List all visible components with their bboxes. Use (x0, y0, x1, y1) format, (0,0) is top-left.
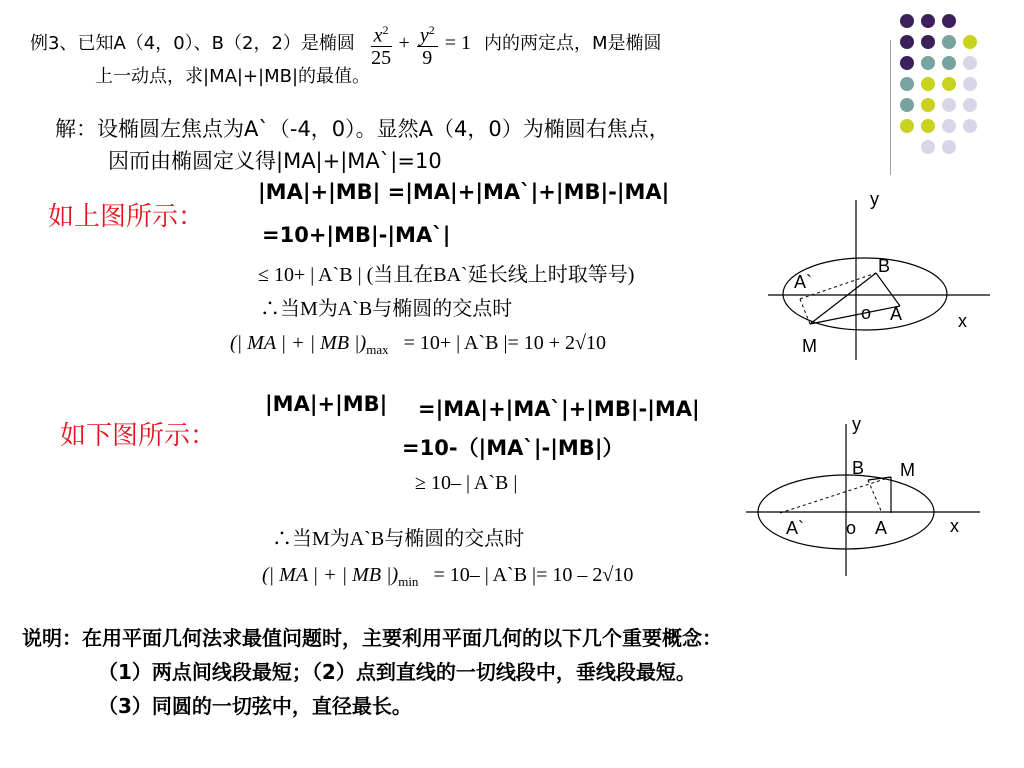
decorative-dot (921, 119, 935, 133)
decorative-dot (963, 56, 977, 70)
lower-x-label: x (950, 516, 959, 536)
notes-line-1: 说明：在用平面几何法求最值问题时，主要利用平面几何的以下几个重要概念： (22, 626, 722, 650)
fraction-y: $\frac{y^2}{9}$ (417, 20, 438, 69)
upper-result-rhs: = 10+ | A`B |= 10 + 2√10 (403, 332, 607, 354)
decorative-dot (900, 77, 914, 91)
upper-ellipse-diagram (760, 182, 1000, 367)
lower-b-label: B (852, 458, 865, 478)
upper-result-sub: max (366, 342, 389, 357)
upper-a-label: A (890, 304, 903, 324)
upper-origin-label: o (861, 303, 872, 323)
decorative-dot (942, 35, 956, 49)
upper-step-2: =10+|MB|-|MA`| (262, 223, 451, 247)
decorative-dot (900, 14, 914, 28)
notes-line-3: （3）同圆的一切弦中，直径最长。 (98, 694, 412, 718)
decorative-dot (942, 119, 956, 133)
decorative-dot (963, 119, 977, 133)
decorative-dot (900, 98, 914, 112)
lower-case-label: 如下图所示： (60, 421, 217, 451)
notes-line-2: （1）两点间线段最短；（2）点到直线的一切线段中，垂线段最短。 (98, 660, 696, 684)
ellipse-equation: $\frac{x^2}{25}$ + $\frac{y^2}{9}$ = 1 (369, 32, 476, 54)
decorative-dot (921, 140, 935, 154)
lower-therefore: ∴当M为A`B与椭圆的交点时 (272, 528, 525, 550)
solution-line-2: 因而由椭圆定义得|MA|+|MA`|=10 (108, 149, 442, 173)
upper-result-lhs: (| MA | + | MB |) (230, 332, 367, 354)
decorative-dot (900, 119, 914, 133)
upper-therefore: ∴当M为A`B与椭圆的交点时 (260, 298, 513, 320)
decorative-dot (963, 77, 977, 91)
fraction-x: $\frac{x^2}{25}$ (371, 20, 392, 69)
decorative-dot (942, 14, 956, 28)
lower-result-rhs: = 10– | A`B |= 10 – 2√10 (433, 564, 634, 586)
upper-segment-ab (876, 273, 900, 306)
upper-y-label: y (870, 189, 879, 209)
upper-step-1: |MA|+|MB| =|MA|+|MA`|+|MB|-|MA| (258, 180, 670, 204)
lower-a-prime-label: A` (786, 518, 804, 538)
decorative-dot (900, 56, 914, 70)
lower-origin-label: o (846, 518, 857, 538)
upper-m-label: M (802, 336, 817, 356)
lower-segment-a-prime-m (780, 477, 891, 513)
decorative-divider (890, 40, 891, 175)
lower-ellipse-diagram (740, 406, 990, 586)
upper-case-label: 如上图所示： (48, 202, 205, 232)
decorative-dot (921, 77, 935, 91)
decorative-dot (921, 98, 935, 112)
upper-x-label: x (958, 311, 967, 331)
lower-result (262, 564, 633, 590)
upper-segment-ma (810, 304, 903, 324)
lower-m-label: M (900, 460, 915, 480)
lower-result-sub: min (398, 574, 419, 589)
upper-inequality: ≤ 10+ | A`B | (当且在BA`延长线上时取等号) (258, 264, 635, 286)
lower-result-lhs: (| MA | + | MB |) (262, 564, 399, 586)
example-line-1 (30, 20, 662, 69)
lower-a-label: A (875, 518, 888, 538)
upper-result (230, 332, 606, 358)
example-line-2: 上一动点，求|MA|+|MB|的最值。 (95, 66, 371, 87)
decorative-dot (942, 77, 956, 91)
decorative-dot (963, 35, 977, 49)
lower-step-1-rhs: =|MA|+|MA`|+|MB|-|MA| (418, 397, 700, 421)
example-intro: 例3、已知A（4，0）、B（2，2）是椭圆 (30, 32, 355, 54)
decorative-dot (942, 56, 956, 70)
decorative-dot (942, 98, 956, 112)
decorative-dot (900, 35, 914, 49)
decorative-dot (921, 56, 935, 70)
lower-step-2: =10-（|MA`|-|MB|） (402, 436, 624, 460)
upper-a-prime-label: A` (794, 272, 812, 292)
decorative-dot (921, 35, 935, 49)
lower-y-label: y (852, 414, 861, 434)
upper-b-label: B (878, 256, 891, 276)
solution-line-1: 解：设椭圆左焦点为A`（-4，0）。显然A（4，0）为椭圆右焦点， (55, 117, 670, 141)
lower-step-1-lhs: |MA|+|MB| (265, 392, 388, 416)
lower-inequality: ≥ 10– | A`B | (415, 472, 518, 494)
example-intro-end: 内的两定点，M是椭圆 (484, 32, 662, 54)
lower-segment-ab (868, 480, 882, 513)
decorative-dot-grid (900, 14, 1010, 174)
decorative-dot (942, 140, 956, 154)
decorative-dot (921, 14, 935, 28)
decorative-dot (963, 98, 977, 112)
